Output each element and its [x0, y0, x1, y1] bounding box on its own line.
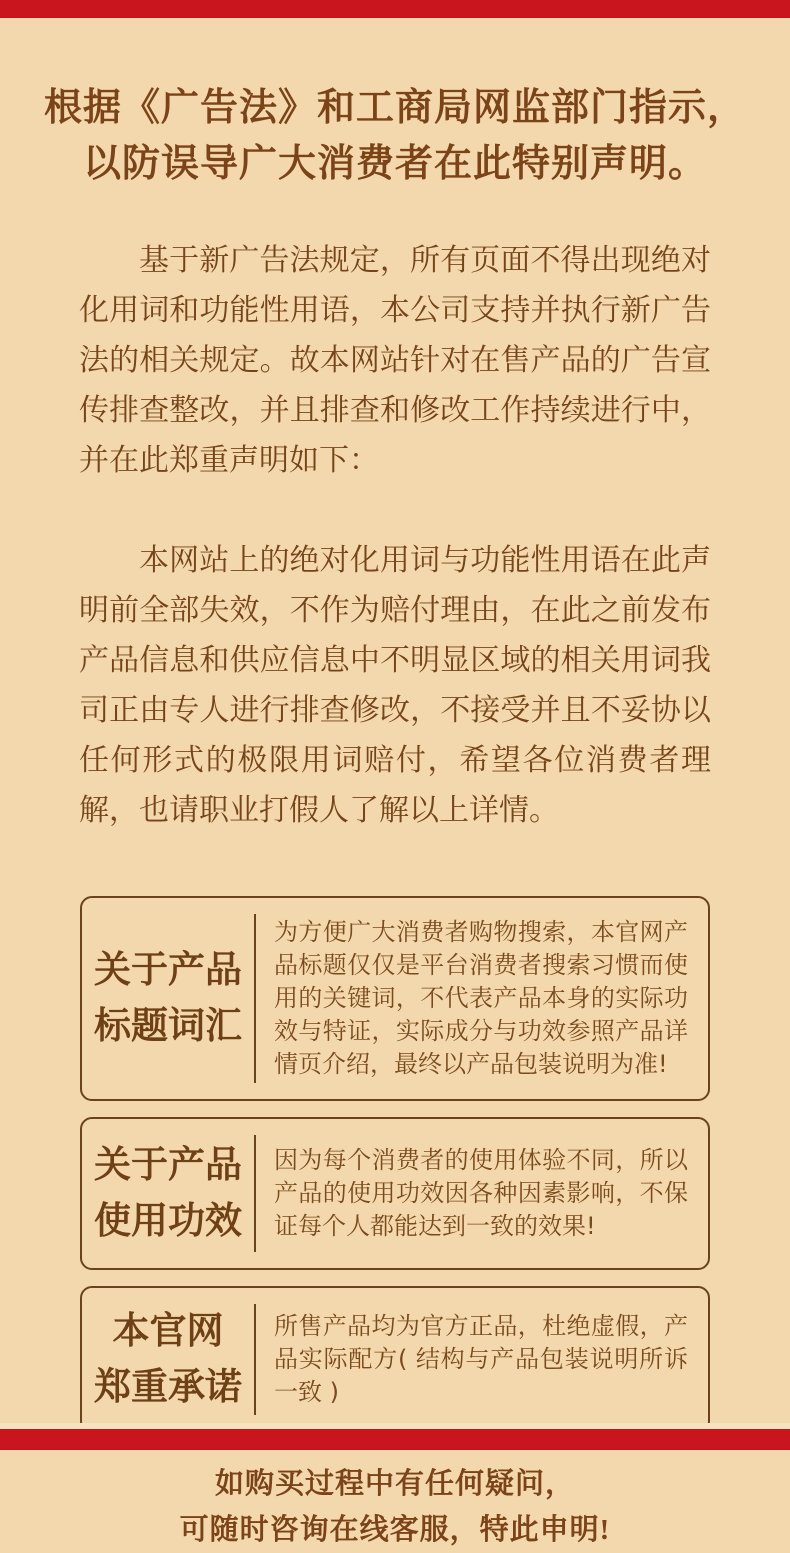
notice-body-text: 所售产品均为官方正品，杜绝虚假，产品实际配方( 结构与产品包装说明所诉一致 ) — [274, 1312, 688, 1407]
notice-label-line1: 关于产品 — [94, 950, 242, 992]
notice-body-official-promise — [256, 1288, 708, 1431]
bottom-red-bar — [0, 1429, 790, 1450]
notice-label-line2: 郑重承诺 — [94, 1366, 242, 1408]
notice-label-line1: 本官网 — [112, 1311, 224, 1353]
notice-body-product-title — [256, 898, 708, 1099]
notice-label-line2: 使用功效 — [94, 1200, 242, 1242]
footer-line2: 可随时咨询在线客服，特此申明! — [179, 1514, 611, 1547]
notice-label-line1: 关于产品 — [94, 1145, 242, 1187]
notice-box-product-efficacy — [80, 1117, 710, 1270]
statement-body — [79, 236, 711, 836]
page-title-line1: 根据《广告法》和工商局网监部门指示， — [43, 87, 746, 129]
notice-label-official-promise — [82, 1288, 254, 1431]
notice-label-line2: 标题词汇 — [94, 1005, 242, 1047]
notice-label-product-title — [82, 898, 254, 1099]
notice-body-text: 因为每个消费者的使用体验不同，所以产品的使用功效因各种因素影响，不保证每个人都能达到一致的效果! — [274, 1146, 688, 1241]
statement-paragraph-2: 本网站上的绝对化用词与功能性用语在此声明前全部失效，不作为赔付理由，在此之前发布产品信息和供应信息中不明显区域的相关用词我司正由专人进行排查修改，不接受并且不妥协以任何形式的极限用词赔付，希望各位消费者理解，也请职业打假人了解以上详情。 — [79, 544, 711, 828]
statement-paragraph-1: 基于新广告法规定，所有页面不得出现绝对化用词和功能性用语，本公司支持并执行新广告法的相关规定。故本网站针对在售产品的广告宣传排查整改，并且排查和修改工作持续进行中，并在此郑重声明如下： — [79, 244, 711, 478]
page-title — [0, 80, 790, 192]
footer-line1: 如购买过程中有任何疑问， — [214, 1468, 575, 1501]
notice-body-text: 为方便广大消费者购物搜索，本官网产品标题仅仅是平台消费者搜索习惯而使用的关键词，不代表产品本身的实际功效与特证，实际成分与功效参照产品详情页介绍，最终以产品包装说明为准! — [274, 918, 688, 1079]
notice-box-product-title — [80, 896, 710, 1101]
footer-note — [0, 1461, 790, 1553]
page-title-line2: 以防误导广大消费者在此特别声明。 — [82, 143, 707, 186]
top-red-bar — [0, 0, 790, 18]
notice-label-product-efficacy — [82, 1119, 254, 1268]
notice-box-official-promise — [80, 1286, 710, 1433]
notice-body-product-efficacy — [256, 1119, 708, 1268]
notice-box-list — [80, 896, 710, 1433]
